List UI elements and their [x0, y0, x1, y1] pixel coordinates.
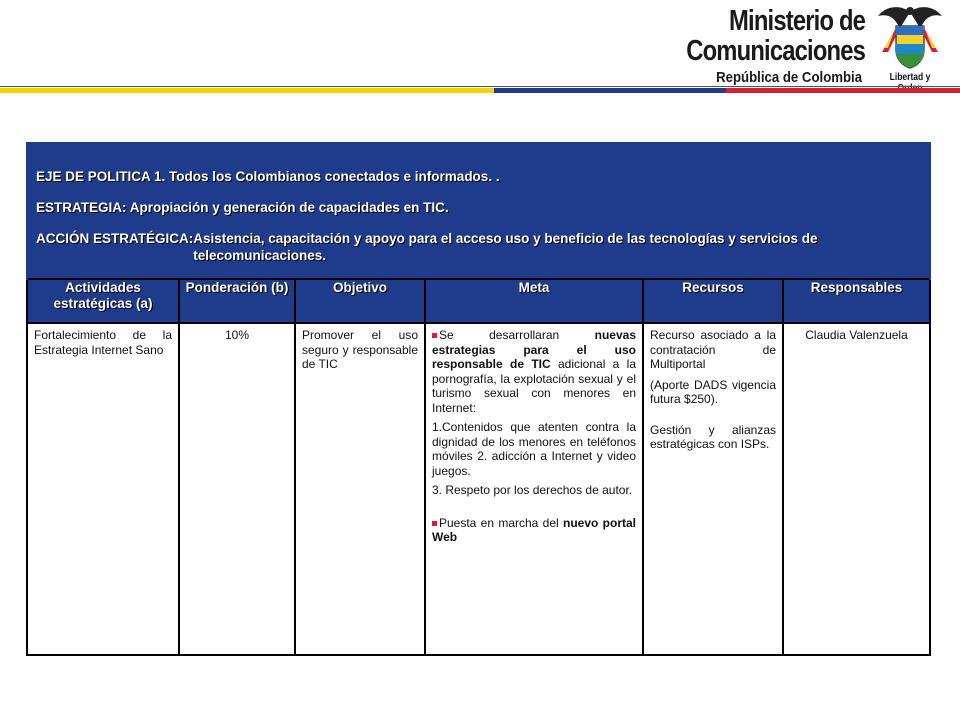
- cell-recursos: [643, 323, 783, 655]
- policy-action-label: ACCIÓN ESTRATÉGICA:: [36, 231, 194, 246]
- ministry-title-line1: Ministerio de: [728, 5, 865, 37]
- col-header-objetivo: Objetivo: [295, 279, 425, 323]
- cell-meta: [425, 323, 643, 655]
- policy-axis: EJE DE POLITICA 1. Todos los Colombianos conectados e informados. .: [36, 169, 500, 184]
- cell-objetivo: Promover el uso seguro y responsable de TIC: [295, 323, 425, 655]
- cell-ponderacion: 10%: [179, 323, 295, 655]
- meta-text: adicional a la pornografía, la explotación sexual y el turismo sexual con menores en Internet:: [432, 357, 636, 415]
- strategy-table: [26, 142, 931, 656]
- policy-action: [36, 230, 919, 264]
- policy-strategy: ESTRATEGIA: Apropiación y generación de capacidades en TIC.: [36, 200, 449, 215]
- policy-action-text: Asistencia, capacitación y apoyo para el acceso uso y beneficio de las tecnologías y servicios de telecomunicaciones.: [193, 231, 818, 263]
- meta-text: Puesta en marcha del: [439, 515, 563, 530]
- recurso-item: Recurso asociado a la contratación de Multiportal: [650, 328, 776, 371]
- header-divider: [0, 86, 960, 87]
- col-header-meta: Meta: [425, 279, 643, 323]
- republic-subtitle: República de Colombia: [716, 69, 862, 86]
- meta-bold-text: nuevas estrategias para el uso responsable de TIC: [432, 328, 636, 371]
- meta-bold-text: nuevo portal Web: [432, 515, 636, 544]
- cell-actividad: Fortalecimiento de la Estrategia Internet Sano: [27, 323, 179, 655]
- ministry-logo-text: [647, 6, 865, 87]
- col-header-actividades: Actividades estratégicas (a): [27, 279, 179, 323]
- policy-header: [27, 143, 930, 279]
- col-header-ponderacion: Ponderación (b): [179, 279, 295, 323]
- flag-stripe-blue: [494, 88, 726, 93]
- cell-responsables: Claudia Valenzuela: [783, 323, 930, 655]
- meta-item-strategies: [432, 328, 636, 415]
- col-header-recursos: Recursos: [643, 279, 783, 323]
- meta-item-portal: [432, 516, 636, 545]
- recurso-item: (Aporte DADS vigencia futura $250).: [650, 377, 776, 406]
- recurso-item: Gestión y alianzas estratégicas con ISPs.: [650, 422, 776, 451]
- flag-stripe-red: [726, 88, 960, 93]
- motto-label: Libertad y: [889, 72, 931, 83]
- meta-item-rights: 3. Respeto por los derechos de autor.: [432, 483, 633, 497]
- flag-stripe-yellow: [0, 88, 494, 93]
- meta-item-content: 1.Contenidos que atenten contra la dignidad de los menores en teléfonos móviles 2. adicción a Internet y video juegos.: [432, 420, 636, 478]
- ministry-title-line2: Comunicaciones: [686, 35, 865, 67]
- table-row: [27, 323, 930, 655]
- meta-text: Se desarrollaran: [439, 328, 595, 342]
- col-header-responsables: Responsables: [783, 279, 930, 323]
